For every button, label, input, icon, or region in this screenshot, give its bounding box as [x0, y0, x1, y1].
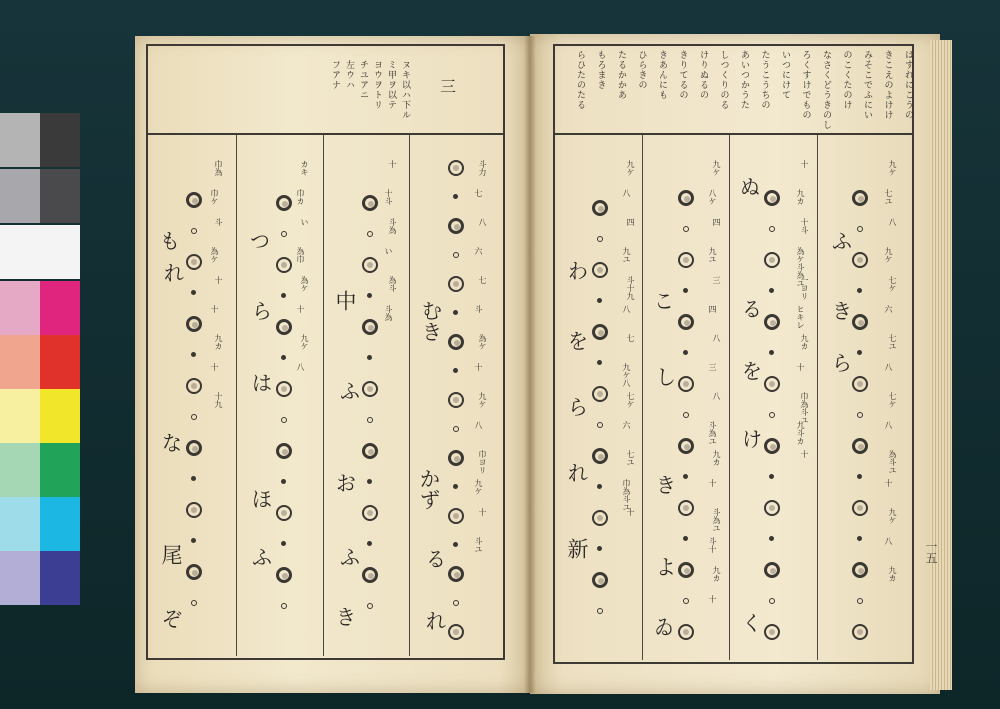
- note-dot: [448, 305, 464, 321]
- note-annotation: 巾為斗ユ: [622, 479, 631, 511]
- lyric-kana: な: [159, 432, 183, 453]
- left-header-rule: [146, 133, 503, 135]
- lyric-kana: ふ: [337, 546, 361, 567]
- note-mark: [448, 334, 464, 350]
- note-mark: [764, 624, 780, 640]
- note-annotation: 巾為斗ユ: [800, 392, 809, 424]
- note-dot: [678, 221, 694, 237]
- note-dot: [764, 407, 780, 423]
- note-mark: [678, 624, 694, 640]
- lyric-kana: し: [653, 366, 677, 387]
- note-annotation: 十: [708, 479, 717, 487]
- note-mark: [362, 443, 378, 459]
- note-annotation: 斗: [474, 305, 483, 313]
- note-mark: [448, 276, 464, 292]
- note-dot: [592, 603, 608, 619]
- lyric-kana: れ: [423, 610, 447, 631]
- header-note: フアナ: [330, 60, 340, 90]
- note-dot: [186, 595, 202, 611]
- note-dot: [186, 471, 202, 487]
- header-note: みそこでふにい: [862, 50, 872, 120]
- header-note: のこくたのけ: [841, 50, 852, 110]
- note-annotation: 十: [796, 363, 805, 371]
- header-note: ミ甲ヲ以テ: [386, 60, 396, 110]
- note-dot: [764, 345, 780, 361]
- note-dot: [276, 412, 292, 428]
- note-mark: [186, 378, 202, 394]
- note-mark: [764, 376, 780, 392]
- lyric-kana: き: [829, 300, 853, 321]
- note-dot: [592, 541, 608, 557]
- note-annotation: 斗為: [384, 305, 393, 321]
- note-mark: [448, 160, 464, 176]
- header-note: たうこうちの: [759, 50, 770, 110]
- lyric-kana: よ: [653, 556, 677, 577]
- note-annotation: 九カ: [888, 566, 897, 582]
- note-dot: [764, 531, 780, 547]
- note-annotation: 斗為ユ: [708, 421, 717, 445]
- note-mark: [852, 624, 868, 640]
- note-dot: [276, 226, 292, 242]
- note-annotation: 一ヨリ: [800, 276, 809, 300]
- header-note: きあんにも: [657, 50, 667, 100]
- note-annotation: 七: [626, 334, 635, 342]
- note-annotation: 巾ケ: [210, 189, 219, 205]
- note-annotation: 七ケ: [888, 392, 897, 408]
- note-dot: [276, 536, 292, 552]
- note-dot: [592, 293, 608, 309]
- note-dot: [186, 285, 202, 301]
- page-edges: [930, 40, 952, 690]
- note-annotation: 九ケ: [626, 160, 635, 176]
- note-dot: [592, 355, 608, 371]
- book-gutter: [524, 36, 536, 693]
- note-mark: [764, 438, 780, 454]
- lyric-kana: 中: [333, 290, 357, 311]
- note-mark: [186, 316, 202, 332]
- note-annotation: カキ: [300, 160, 309, 176]
- note-mark: [448, 566, 464, 582]
- note-dot: [448, 189, 464, 205]
- note-annotation: 斗力: [478, 160, 487, 176]
- left-col-divider: [409, 135, 410, 656]
- color-calibration-strip: [0, 113, 82, 605]
- note-annotation: 為ケ斗為ユ: [796, 247, 805, 287]
- note-dot: [448, 479, 464, 495]
- note-mark: [448, 508, 464, 524]
- note-dot: [276, 288, 292, 304]
- note-annotation: 為斗ユ: [888, 450, 897, 474]
- note-annotation: 七: [474, 189, 483, 197]
- lyric-kana: き: [653, 474, 677, 495]
- note-mark: [362, 257, 378, 273]
- note-annotation: 十: [884, 479, 893, 487]
- header-note: あいつかうた: [739, 50, 749, 110]
- note-annotation: 斗十: [708, 537, 717, 553]
- header-note: もろまき: [595, 50, 606, 90]
- lyric-kana: ふ: [249, 546, 273, 567]
- lyric-kana: れ: [161, 262, 185, 283]
- right-col-divider: [729, 135, 730, 660]
- note-mark: [592, 386, 608, 402]
- header-note: ひらきの: [636, 50, 647, 90]
- note-annotation: 七ユ: [884, 189, 893, 205]
- note-dot: [764, 283, 780, 299]
- note-mark: [678, 252, 694, 268]
- lyric-kana: ぬ: [737, 176, 761, 197]
- note-annotation: 七ユ: [888, 334, 897, 350]
- note-mark: [276, 505, 292, 521]
- note-annotation: 九カ: [800, 334, 809, 350]
- lyric-kana: つ: [247, 230, 271, 251]
- note-mark: [276, 567, 292, 583]
- header-note: なさくどうきのし: [821, 50, 831, 130]
- note-mark: [678, 376, 694, 392]
- right-header-rule: [553, 133, 912, 135]
- note-annotation: 十: [214, 276, 223, 284]
- lyric-kana: ふ: [337, 380, 361, 401]
- note-annotation: 四: [626, 218, 635, 226]
- note-mark: [186, 192, 202, 208]
- note-mark: [764, 562, 780, 578]
- note-mark: [276, 443, 292, 459]
- note-annotation: 十: [800, 450, 809, 458]
- note-annotation: 十九: [214, 392, 223, 408]
- note-annotation: 為ケ: [210, 247, 219, 263]
- left-col-divider: [323, 135, 324, 656]
- note-mark: [592, 262, 608, 278]
- note-annotation: 九ケ: [712, 160, 721, 176]
- note-mark: [276, 257, 292, 273]
- note-annotation: 八: [622, 189, 631, 197]
- note-dot: [852, 469, 868, 485]
- note-mark: [678, 438, 694, 454]
- note-annotation: 九カ: [712, 450, 721, 466]
- note-mark: [852, 190, 868, 206]
- lyric-kana: れ: [565, 462, 589, 483]
- lyric-kana: く: [739, 612, 763, 633]
- note-annotation: 八: [884, 537, 893, 545]
- lyric-kana: き: [333, 606, 357, 627]
- note-dot: [362, 350, 378, 366]
- note-dot: [678, 593, 694, 609]
- note-mark: [592, 200, 608, 216]
- lyric-kana: むき: [419, 300, 443, 342]
- note-mark: [764, 252, 780, 268]
- lyric-kana: ゐ: [651, 616, 675, 637]
- lyric-kana: を: [739, 360, 763, 381]
- note-annotation: 八: [712, 334, 721, 342]
- note-dot: [448, 363, 464, 379]
- header-note: けりぬるの: [698, 50, 708, 100]
- note-mark: [592, 510, 608, 526]
- note-annotation: 八: [888, 218, 897, 226]
- header-note: らひたのたる: [575, 50, 585, 110]
- note-annotation: 四: [712, 218, 721, 226]
- note-dot: [362, 598, 378, 614]
- note-dot: [448, 247, 464, 263]
- right-col-divider: [642, 135, 643, 660]
- note-mark: [362, 195, 378, 211]
- lyric-kana: 新: [565, 538, 589, 559]
- note-annotation: 九ケ: [884, 247, 893, 263]
- note-dot: [592, 417, 608, 433]
- lyric-kana: わ: [565, 260, 589, 281]
- note-mark: [276, 381, 292, 397]
- note-annotation: 八: [474, 421, 483, 429]
- header-note: 左ウハ: [344, 60, 354, 90]
- right-page-number: 一五: [924, 540, 938, 564]
- note-mark: [592, 324, 608, 340]
- note-dot: [276, 598, 292, 614]
- note-mark: [186, 502, 202, 518]
- note-annotation: ヒキレ: [796, 305, 805, 329]
- header-note: しつくりのる: [718, 50, 729, 110]
- note-mark: [852, 314, 868, 330]
- note-annotation: 七ユ: [626, 450, 635, 466]
- note-annotation: 九ユ: [708, 247, 717, 263]
- lyric-kana: ら: [829, 352, 853, 373]
- header-note: たるかかあ: [616, 50, 626, 100]
- note-dot: [764, 469, 780, 485]
- header-note: きこえのよけけ: [882, 50, 893, 120]
- note-dot: [362, 288, 378, 304]
- header-note: チユアニ: [358, 60, 368, 100]
- note-dot: [186, 409, 202, 425]
- note-annotation: 九ケ: [474, 479, 483, 495]
- note-dot: [276, 474, 292, 490]
- note-dot: [362, 412, 378, 428]
- note-dot: [592, 479, 608, 495]
- note-dot: [186, 533, 202, 549]
- note-annotation: 八ケ: [708, 189, 717, 205]
- note-annotation: 六: [884, 305, 893, 313]
- note-annotation: 六: [474, 247, 483, 255]
- lyric-kana: ふ: [829, 230, 853, 251]
- note-annotation: 巾ヨリ: [478, 450, 487, 474]
- note-annotation: 三: [708, 363, 717, 371]
- note-annotation: 十: [800, 160, 809, 168]
- note-annotation: 十: [210, 305, 219, 313]
- note-annotation: 九斗カ: [796, 421, 805, 445]
- lyric-kana: は: [249, 372, 273, 393]
- note-annotation: 十: [478, 508, 487, 516]
- lyric-kana: お: [333, 472, 357, 493]
- note-mark: [448, 392, 464, 408]
- note-annotation: 八: [622, 305, 631, 313]
- note-annotation: 七: [478, 276, 487, 284]
- note-annotation: い: [384, 247, 393, 255]
- note-dot: [362, 536, 378, 552]
- lyric-kana: ぞ: [159, 608, 183, 629]
- note-annotation: 斗為ユ: [712, 508, 721, 532]
- left-page-number: 三: [440, 77, 457, 96]
- note-annotation: 九ケ: [888, 508, 897, 524]
- note-mark: [362, 319, 378, 335]
- note-annotation: 九ケ: [478, 392, 487, 408]
- note-dot: [852, 407, 868, 423]
- note-mark: [852, 500, 868, 516]
- note-annotation: 為巾: [296, 247, 305, 263]
- note-mark: [678, 562, 694, 578]
- note-annotation: 十: [708, 595, 717, 603]
- note-dot: [448, 595, 464, 611]
- note-annotation: 十: [626, 508, 635, 516]
- lyric-kana: 尾: [159, 544, 183, 565]
- note-mark: [448, 624, 464, 640]
- note-mark: [852, 252, 868, 268]
- note-annotation: 八: [712, 392, 721, 400]
- header-note: ろくすけでもの: [800, 50, 811, 120]
- note-annotation: 為ケ: [300, 276, 309, 292]
- header-note: ヌキ以ハ下ル: [400, 60, 410, 120]
- note-dot: [678, 283, 694, 299]
- note-mark: [764, 314, 780, 330]
- note-mark: [592, 448, 608, 464]
- note-mark: [276, 195, 292, 211]
- note-annotation: 斗為: [388, 218, 397, 234]
- note-annotation: 七ケ: [626, 392, 635, 408]
- note-annotation: 為斗: [388, 276, 397, 292]
- note-dot: [852, 593, 868, 609]
- note-mark: [852, 562, 868, 578]
- note-annotation: 斗: [214, 218, 223, 226]
- note-annotation: 九ケ八: [622, 363, 631, 387]
- note-mark: [852, 376, 868, 392]
- lyric-kana: かず: [417, 468, 441, 510]
- note-mark: [362, 381, 378, 397]
- lyric-kana: る: [423, 548, 447, 569]
- note-annotation: 十: [210, 363, 219, 371]
- note-annotation: 八: [296, 363, 305, 371]
- header-note: きりてるの: [677, 50, 688, 100]
- note-annotation: 斗十九: [626, 276, 635, 300]
- note-mark: [678, 500, 694, 516]
- note-annotation: 十: [474, 363, 483, 371]
- note-annotation: 十斗: [800, 218, 809, 234]
- note-annotation: 斗ユ: [474, 537, 483, 553]
- note-dot: [678, 407, 694, 423]
- note-annotation: 九ケ: [888, 160, 897, 176]
- note-mark: [764, 500, 780, 516]
- note-mark: [764, 190, 780, 206]
- note-dot: [678, 531, 694, 547]
- note-dot: [592, 231, 608, 247]
- note-dot: [276, 350, 292, 366]
- note-annotation: 九ケ: [300, 334, 309, 350]
- note-mark: [186, 564, 202, 580]
- note-dot: [852, 345, 868, 361]
- note-annotation: 為ケ: [478, 334, 487, 350]
- note-annotation: 七ケ: [888, 276, 897, 292]
- note-annotation: 九カ: [712, 566, 721, 582]
- note-mark: [362, 505, 378, 521]
- note-mark: [678, 314, 694, 330]
- right-col-divider: [817, 135, 818, 660]
- note-mark: [186, 254, 202, 270]
- note-dot: [448, 421, 464, 437]
- note-mark: [448, 450, 464, 466]
- lyric-kana: る: [739, 298, 763, 319]
- note-annotation: 十斗: [384, 189, 393, 205]
- note-annotation: 六: [622, 421, 631, 429]
- note-annotation: 八: [884, 421, 893, 429]
- note-mark: [186, 440, 202, 456]
- lyric-kana: こ: [651, 290, 675, 311]
- lyric-kana: ほ: [249, 488, 273, 509]
- note-mark: [362, 567, 378, 583]
- note-annotation: 九ユ: [622, 247, 631, 263]
- note-mark: [852, 438, 868, 454]
- note-dot: [764, 221, 780, 237]
- note-dot: [852, 283, 868, 299]
- note-mark: [678, 190, 694, 206]
- lyric-kana: け: [739, 428, 763, 449]
- note-annotation: 八: [478, 218, 487, 226]
- lyric-kana: ら: [565, 396, 589, 417]
- note-dot: [186, 223, 202, 239]
- note-dot: [186, 347, 202, 363]
- header-note: ヨウヲトリ: [372, 60, 382, 110]
- header-note: はすれにこうの: [903, 50, 913, 120]
- note-annotation: 巾為: [214, 160, 223, 176]
- lyric-kana: ら: [249, 300, 273, 321]
- left-col-divider: [236, 135, 237, 656]
- note-dot: [678, 469, 694, 485]
- note-mark: [448, 218, 464, 234]
- note-annotation: 十: [388, 160, 397, 168]
- note-dot: [764, 593, 780, 609]
- lyric-kana: も: [157, 230, 181, 251]
- note-dot: [678, 345, 694, 361]
- note-annotation: 十: [296, 305, 305, 313]
- note-dot: [362, 226, 378, 242]
- note-annotation: 九カ: [796, 189, 805, 205]
- note-annotation: 四: [708, 305, 717, 313]
- note-mark: [276, 319, 292, 335]
- note-annotation: 八: [884, 363, 893, 371]
- note-annotation: 三: [712, 276, 721, 284]
- note-dot: [362, 474, 378, 490]
- note-annotation: 巾カ: [296, 189, 305, 205]
- note-dot: [852, 531, 868, 547]
- note-mark: [592, 572, 608, 588]
- note-dot: [852, 221, 868, 237]
- note-dot: [448, 537, 464, 553]
- note-annotation: 九カ: [214, 334, 223, 350]
- header-note: いつにけて: [780, 50, 790, 100]
- note-annotation: い: [300, 218, 309, 226]
- lyric-kana: を: [565, 330, 589, 351]
